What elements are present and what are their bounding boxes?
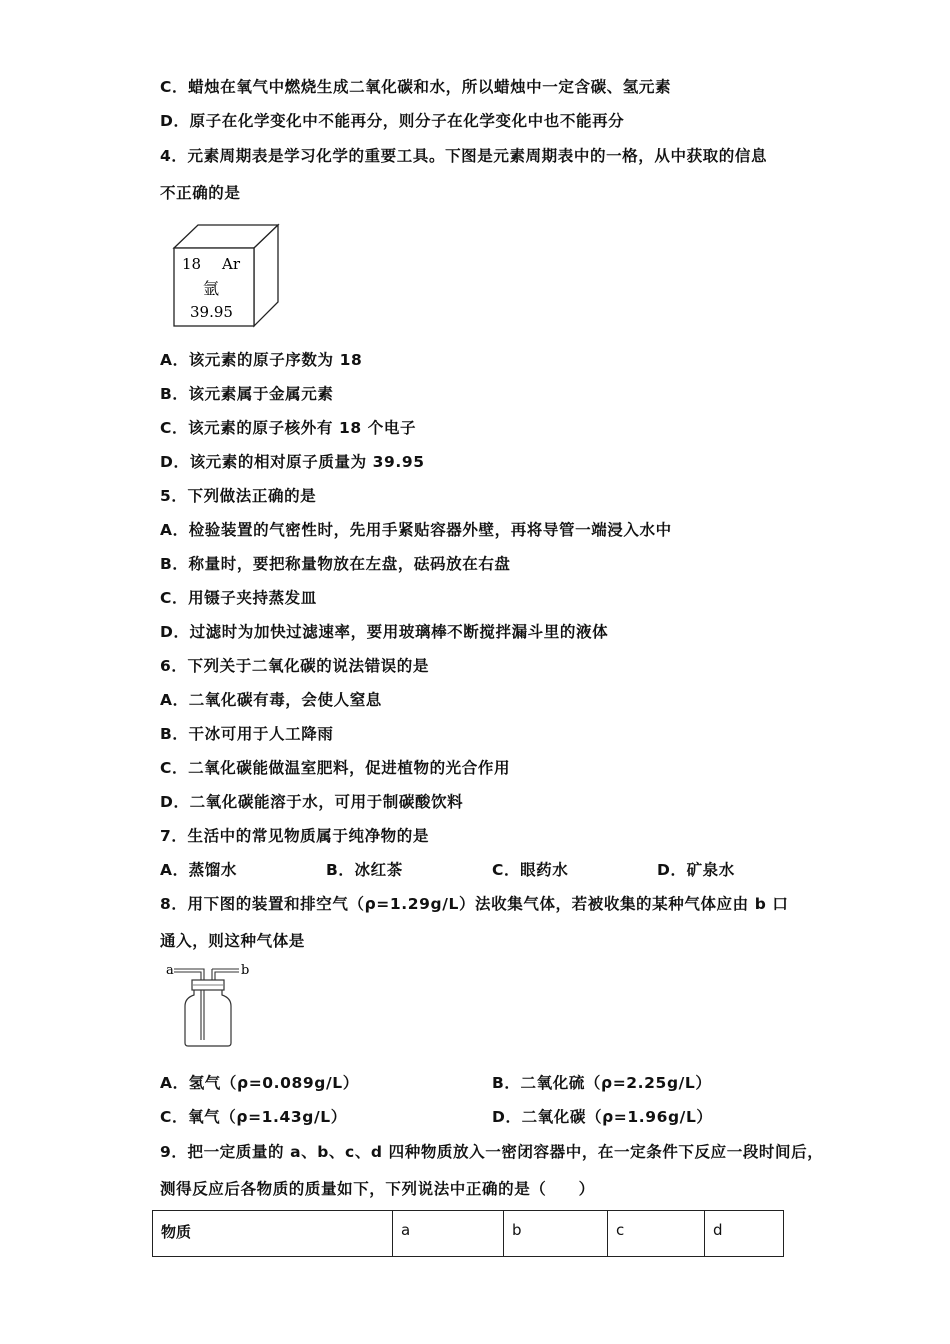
table-header-cell: c <box>608 1211 705 1257</box>
cell-element-symbol: Ar <box>222 255 241 273</box>
cell-atomic-mass: 39.95 <box>190 303 233 321</box>
q7-option-c: C．眼药水 <box>492 861 569 879</box>
q4-option-d: D．该元素的相对原子质量为 39.95 <box>160 453 425 471</box>
q5-option-b: B．称量时，要把称量物放在左盘，砝码放在右盘 <box>160 555 511 573</box>
periodic-table-cell-figure <box>170 222 282 330</box>
q8-option-b: B．二氧化硫（ρ=2.25g/L） <box>492 1074 712 1092</box>
table-header-cell: a <box>393 1211 504 1257</box>
q3-option-d: D．原子在化学变化中不能再分，则分子在化学变化中也不能再分 <box>160 112 625 130</box>
q5-option-c: C．用镊子夹持蒸发皿 <box>160 589 317 607</box>
q3-option-c: C．蜡烛在氧气中燃烧生成二氧化碳和水，所以蜡烛中一定含碳、氢元素 <box>160 78 672 96</box>
q4-option-b: B．该元素属于金属元素 <box>160 385 334 403</box>
cell-element-name: 氩 <box>203 279 220 298</box>
q7-stem: 7．生活中的常见物质属于纯净物的是 <box>160 827 429 845</box>
q4-option-c: C．该元素的原子核外有 18 个电子 <box>160 419 417 437</box>
q5-stem: 5．下列做法正确的是 <box>160 487 317 505</box>
table-header-cell: b <box>504 1211 608 1257</box>
q6-option-b: B．干冰可用于人工降雨 <box>160 725 334 743</box>
q9-stem-line-2: 测得反应后各物质的质量如下，下列说法中正确的是（ ） <box>160 1180 595 1198</box>
q8-stem-line-2: 通入，则这种气体是 <box>160 932 305 950</box>
q6-option-a: A．二氧化碳有毒，会使人窒息 <box>160 691 382 709</box>
tube-a-label: a <box>166 963 174 978</box>
q9-mass-table <box>152 1210 784 1257</box>
cell-atomic-number: 18 <box>182 255 202 273</box>
q6-stem: 6．下列关于二氧化碳的说法错误的是 <box>160 657 429 675</box>
q5-option-a: A．检验装置的气密性时，先用手紧贴容器外壁，再将导管一端浸入水中 <box>160 521 672 539</box>
q8-options-row-1 <box>160 1073 860 1093</box>
q8-options-row-2 <box>160 1107 860 1127</box>
q8-option-d: D．二氧化碳（ρ=1.96g/L） <box>492 1108 713 1126</box>
q5-option-d: D．过滤时为加快过滤速率，要用玻璃棒不断搅拌漏斗里的液体 <box>160 623 609 641</box>
tube-b-label: b <box>241 963 250 978</box>
q6-option-c: C．二氧化碳能做温室肥料，促进植物的光合作用 <box>160 759 511 777</box>
q7-options-row <box>160 860 860 880</box>
table-row <box>153 1211 784 1257</box>
table-header-cell: d <box>705 1211 784 1257</box>
q8-stem-line-1: 8．用下图的装置和排空气（ρ=1.29g/L）法收集气体，若被收集的某种气体应由 b 口 <box>160 895 789 913</box>
q4-option-a: A．该元素的原子序数为 18 <box>160 351 363 369</box>
q4-stem-line-2: 不正确的是 <box>160 184 241 202</box>
table-header-cell: 物质 <box>153 1211 393 1257</box>
q8-option-a: A．氢气（ρ=0.089g/L） <box>160 1074 359 1092</box>
q6-option-d: D．二氧化碳能溶于水，可用于制碳酸饮料 <box>160 793 464 811</box>
q7-option-d: D．矿泉水 <box>657 861 735 879</box>
q8-option-c: C．氧气（ρ=1.43g/L） <box>160 1108 347 1126</box>
gas-collecting-bottle-figure <box>160 960 260 1048</box>
q7-option-a: A．蒸馏水 <box>160 861 237 879</box>
q4-stem-line-1: 4．元素周期表是学习化学的重要工具。下图是元素周期表中的一格，从中获取的信息 <box>160 147 768 165</box>
q9-stem-line-1: 9．把一定质量的 a、b、c、d 四种物质放入一密闭容器中，在一定条件下反应一段时间后， <box>160 1143 824 1161</box>
q7-option-b: B．冰红茶 <box>326 861 403 879</box>
